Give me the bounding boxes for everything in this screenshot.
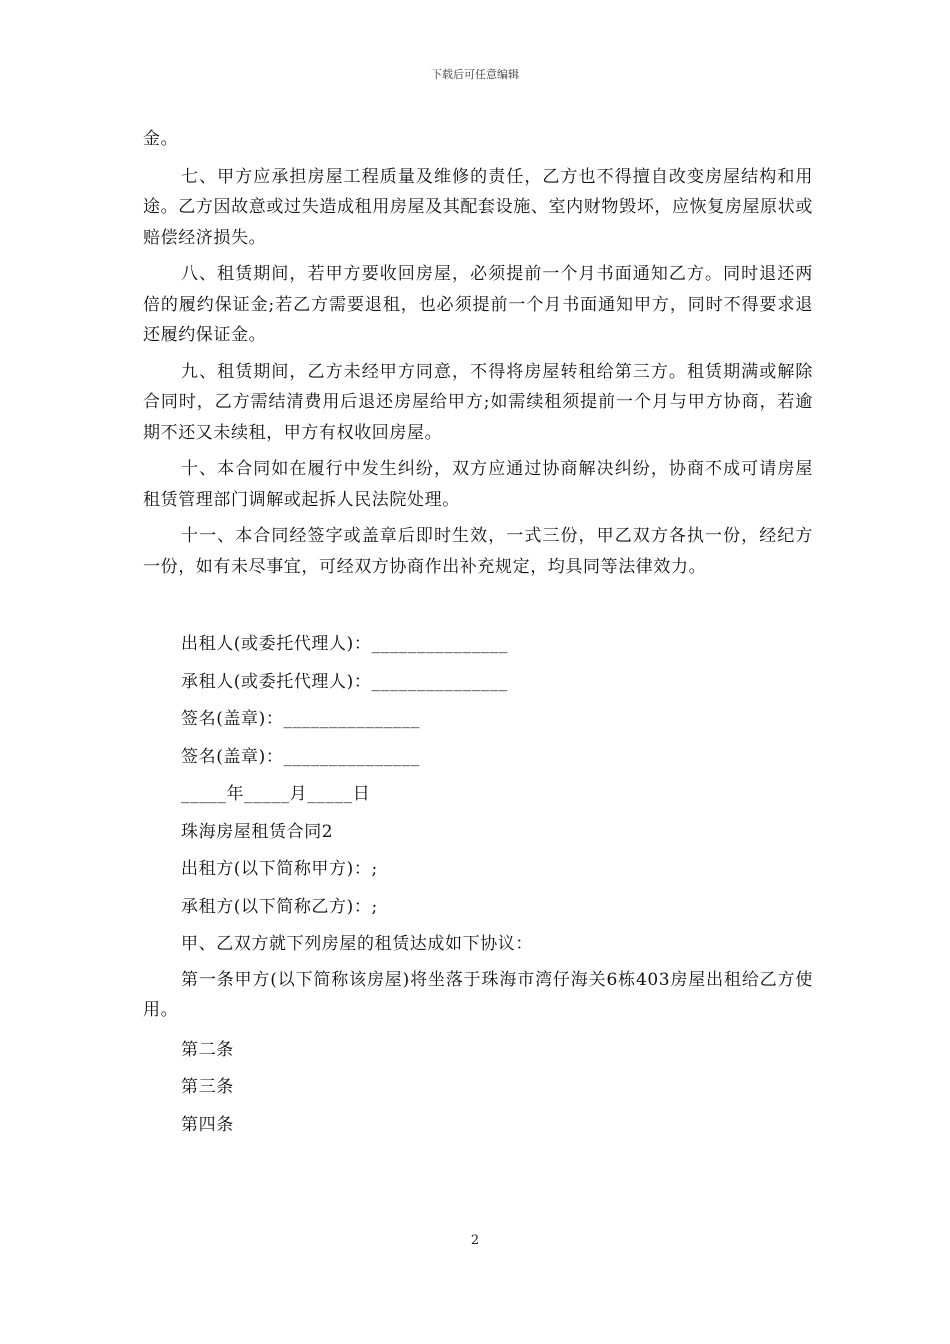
party-a-line: 出租方(以下简称甲方)：;: [181, 859, 378, 879]
signature-seal-line-2: 签名(盖章)：_______________: [181, 746, 420, 767]
spacer: [143, 588, 813, 626]
lessor-signature-line: 出租人(或委托代理人)：_______________: [181, 634, 508, 654]
clause-10: 十、本合同如在履行中发生纠纷，双方应通过协商解决纠纷，协商不成可请房屋租赁管理部门调解或起拆人民法院处理。: [143, 459, 813, 510]
article-2: 第二条: [181, 1039, 234, 1060]
agreement-intro: 甲、乙双方就下列房屋的租赁达成如下协议：: [181, 934, 533, 954]
document-body: [143, 124, 813, 1144]
clause-7: 七、甲方应承担房屋工程质量及维修的责任，乙方也不得擅自改变房屋结构和用途。乙方因故意或过失造成租用房屋及其配套设施、室内财物毁坏，应恢复房屋原状或赔偿经济损失。: [143, 166, 813, 248]
article-1: 第一条甲方(以下简称该房屋)将坐落于珠海市湾仔海关6栋403房屋出租给乙方使用。: [143, 969, 813, 1020]
lessee-signature-line: 承租人(或委托代理人)：_______________: [181, 671, 508, 692]
page-number: 2: [470, 1233, 480, 1248]
contract-2-title: 珠海房屋租赁合同2: [181, 821, 334, 842]
page-header: 下载后可任意编辑: [431, 68, 519, 81]
article-4: 第四条: [181, 1114, 234, 1135]
date-line: _____年_____月_____日: [181, 784, 371, 804]
signature-seal-line-1: 签名(盖章)：_______________: [181, 709, 420, 729]
article-3: 第三条: [181, 1077, 234, 1097]
clause-8: 八、租赁期间，若甲方要收回房屋，必须提前一个月书面通知乙方。同时退还两倍的履约保证金;若乙方需要退租，也必须提前一个月书面通知甲方，同时不得要求退还履约保证金。: [143, 264, 813, 345]
clause-11: 十一、本合同经签字或盖章后即时生效，一式三份，甲乙双方各执一份，经纪方一份，如有未尽事宜，可经双方协商作出补充规定，均具同等法律效力。: [143, 526, 813, 577]
party-b-line: 承租方(以下简称乙方)：;: [181, 896, 378, 917]
clause-9: 九、租赁期间，乙方未经甲方同意，不得将房屋转租给第三方。租赁期满或解除合同时，乙方需结清费用后退还房屋给甲方;如需续租须提前一个月与甲方协商，若逾期不还又未续租，甲方有权收回房屋。: [143, 361, 813, 443]
paragraph-continuation: 金。: [143, 129, 179, 149]
